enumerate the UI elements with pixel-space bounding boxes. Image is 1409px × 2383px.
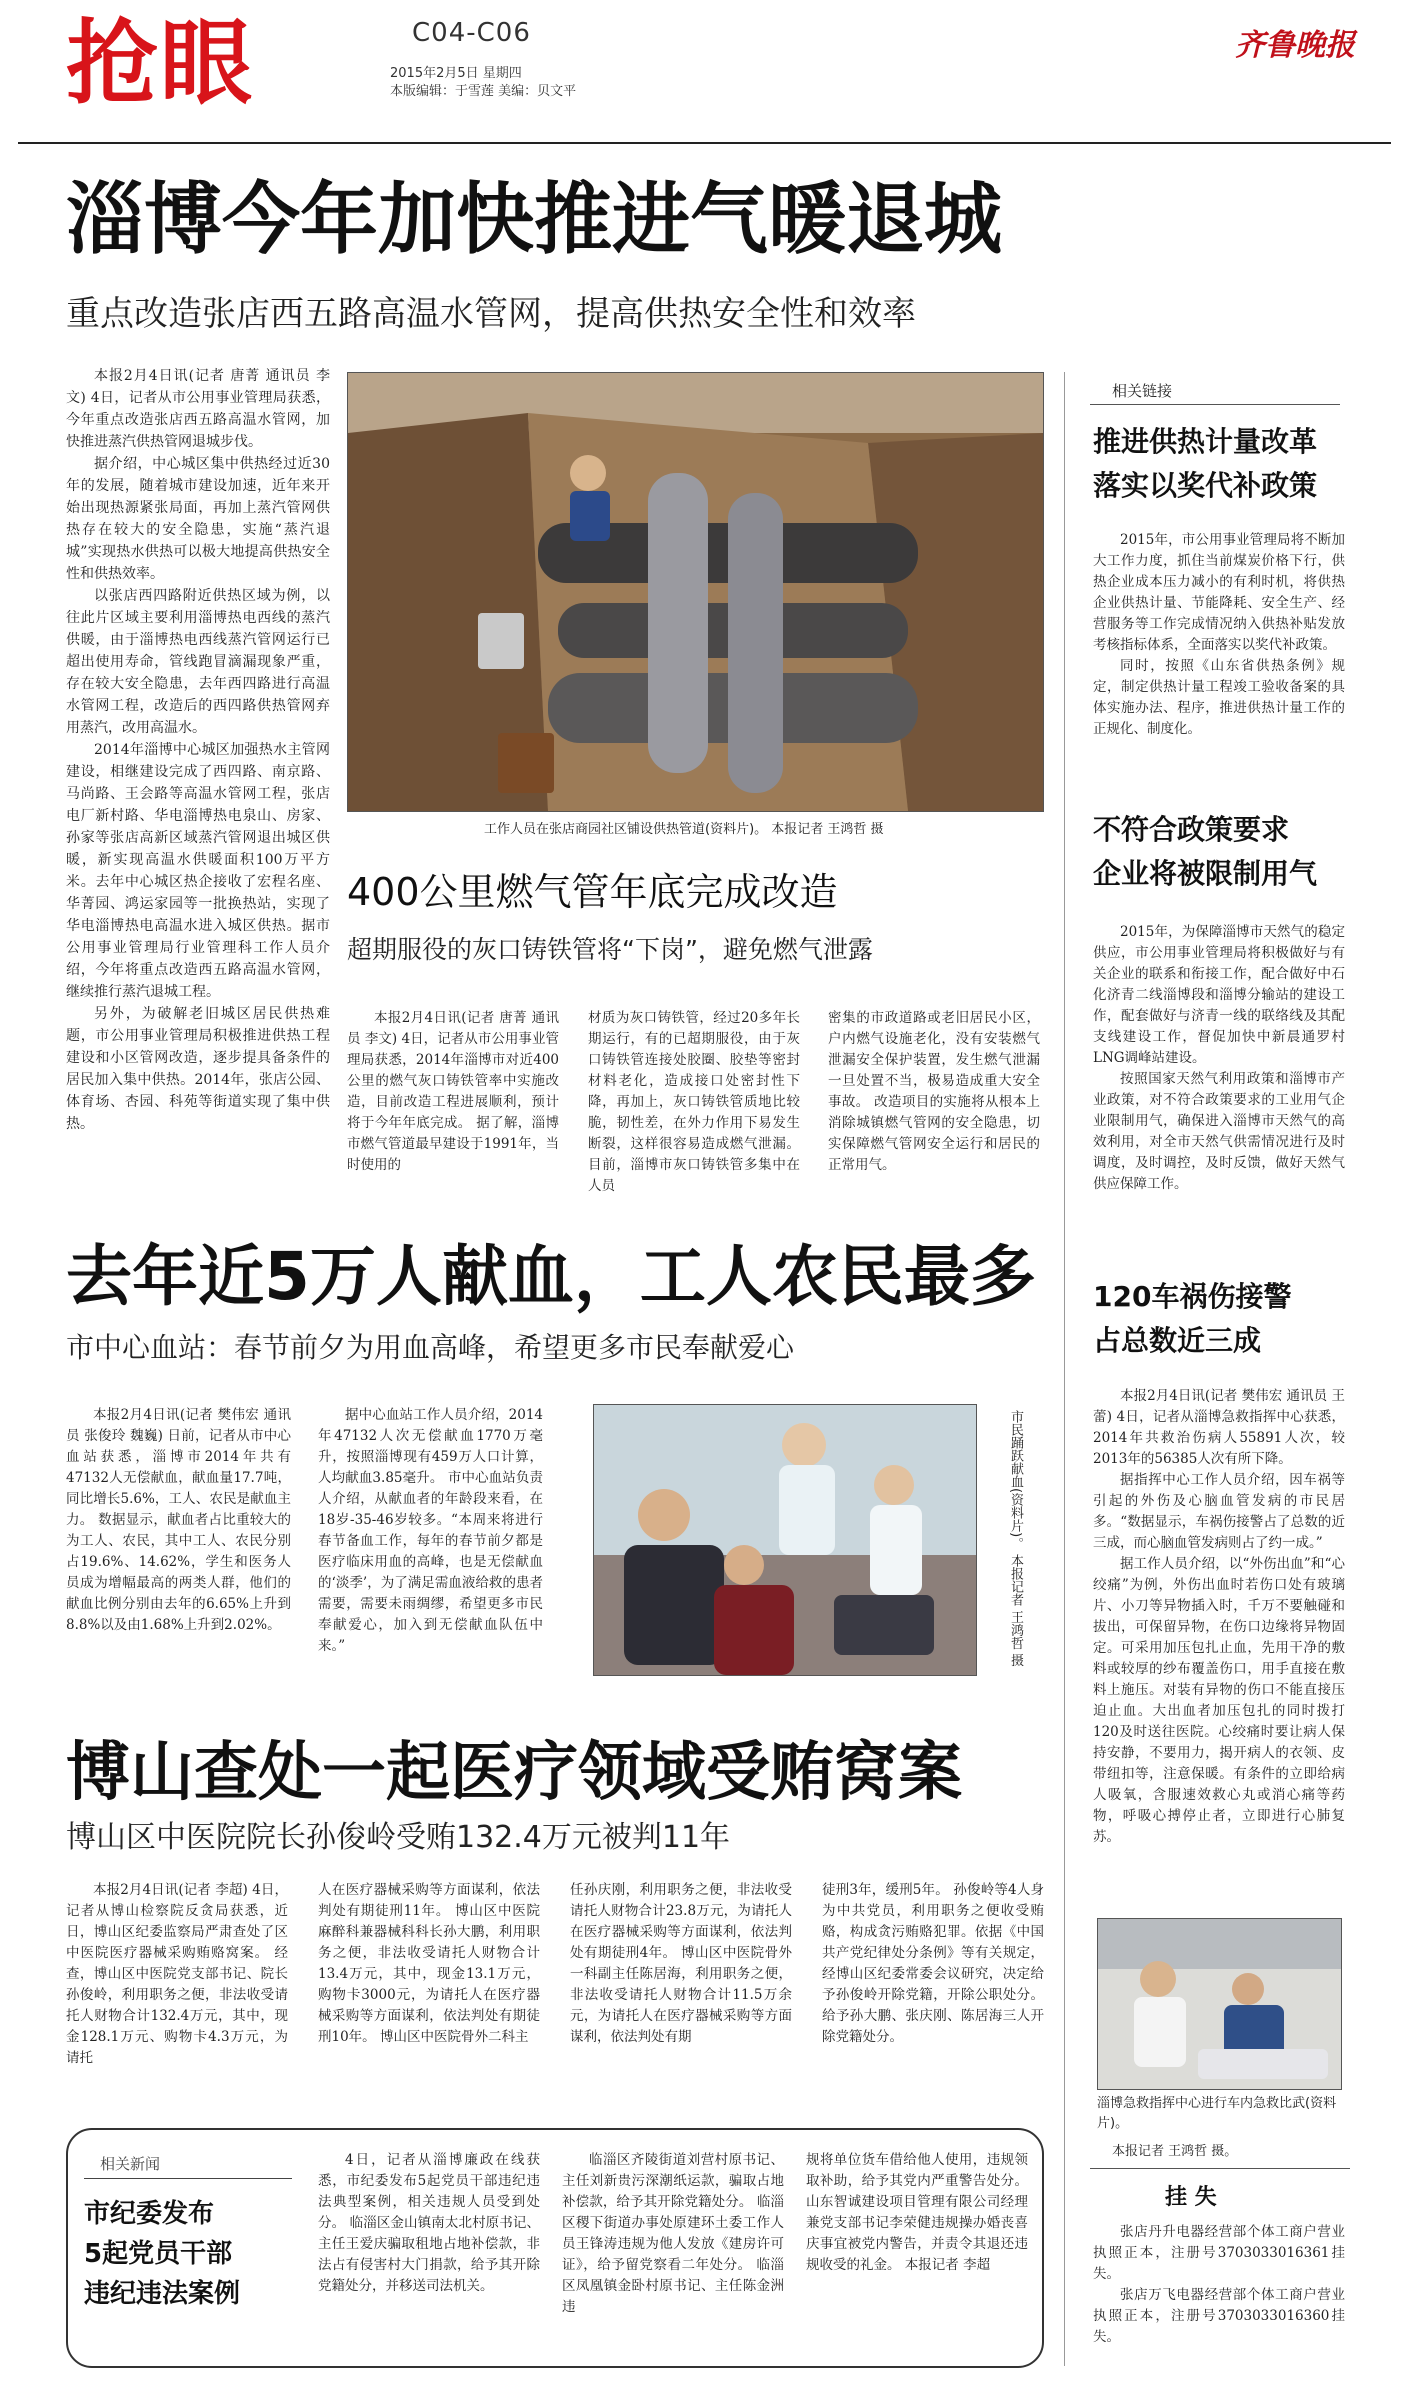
ambulance-photo-caption: 淄博急救指挥中心进行车内急救比武(资料片)。: [1097, 2096, 1337, 2131]
blood-paragraph: 本报2月4日讯(记者 樊伟宏 通讯员 张俊玲 魏巍) 日前，记者从市中心血站获悉，淄博市2014年共有47132人无偿献血，献血量17.7吨，同比增长5.6%，工人、农民是献血主力。 数据显示，献血者占比重较大的为工人、农民，其中工人、农民分别占19.6%、14.62%，学生和医务人员成为增幅最高的两类人群，他们的献血比例分别由去年的6.65%上升到8.8%以及由1.68%上升到2.02%。: [66, 1407, 291, 1633]
related-news-label: 相关新闻: [100, 2155, 161, 2173]
discipline-column-2: [562, 2150, 784, 2350]
bribery-paragraph: 任孙庆刚，利用职务之便，非法收受请托人财物合计23.8万元，为请托人在医疗器械采购等方面谋利，依法判处有期徒刑4年。 博山区中医院骨外一科副主任陈居海，利用职务之便，非法收受请托人财物合计11.5万余元，为请托人在医疗器械采购等方面谋利，依法判处有期: [570, 1882, 792, 2045]
gas-paragraph: 材质为灰口铸铁管，经过20多年长期运行，有的已超期服役，由于灰口铸铁管连接处胶圈、胶垫等密封材料老化，造成接口处密封性下降，再加上，灰口铸铁管质地比较脆，韧性差，在外力作用下易发生断裂，这样很容易造成燃气泄漏。目前，淄博市灰口铸铁管多集中在人员: [588, 1010, 800, 1194]
lost-notice-item: 张店丹升电器经营部个体工商户营业执照正本，注册号370303301636​1挂失。: [1093, 2224, 1345, 2282]
heat-metering-title: [1093, 420, 1353, 508]
sidebar-divider: [1064, 372, 1065, 2366]
gas-restriction-title: [1093, 808, 1353, 896]
accident-body: [1093, 1386, 1345, 1910]
gas-column-2: [588, 1008, 800, 1213]
gas-column-3: [828, 1008, 1040, 1213]
blood-photo-caption: 市民踊跃献血(资料片)。 本报记者 王鸿哲 摄: [1008, 1410, 1023, 1667]
bribery-headline: 博山查处一起医疗领域受贿窝案: [66, 1736, 962, 1810]
lead-subhead: 重点改造张店西五路高温水管网，提高供热安全性和效率: [66, 294, 916, 334]
lead-paragraph: 2014年淄博中心城区加强热水主管网建设，相继建设完成了西四路、南京路、马尚路、王会路等高温水管网工程，张店电厂新村路、华电淄博热电泉山、房家、孙家等张店高新区域蒸汽管网退出城区供暖，新实现高温水供暖面积100万平方米。去年中心城区热企接收了宏程名座、华菁园、鸿运家园等一批换热站，实现了华电淄博热电高温水进入城区供热。据市公用事业管理局行业管理科工作人员介绍，今年将重点改造西五路高温水管网，继续推行蒸汽退城工程。: [66, 742, 330, 1000]
related-news-rule: [84, 2178, 292, 2179]
bribery-column-1: [66, 1880, 288, 2070]
accident-paragraph: 据指挥中心工作人员介绍，因车祸等引起的外伤及心脑血管发病的市民居多。“数据显示，车祸伤接警占了总数的近三成，而心脑血管发病则占了约一成。”: [1093, 1472, 1345, 1551]
heat-paragraph: 同时，按照《山东省供热条例》规定，制定供热计量工程竣工验收备案的具体实施办法、程序，推进供热计量工作的正规化、制度化。: [1093, 658, 1345, 737]
related-links-label: 相关链接: [1112, 382, 1173, 400]
masthead-rule: [18, 142, 1391, 144]
discipline-title-line: 市纪委发布: [84, 2199, 215, 2229]
accident-paragraph: 据工作人员介绍，以“外伤出血”和“心绞痛”为例，外伤出血时若伤口处有玻璃片、小刀等异物插入时，千万不要触碰和拔出，可保留异物，在伤口边缘将异物固定。可采用加压包扎止血，先用干净的敷料或较厚的纱布覆盖伤口，用手直接在敷料上施压。对装有异物的伤口不能直接压迫止血。大出血者加压包扎的同时拨打120及时送往医院。心绞痛时要让病人保持安静，不要用力，揭开病人的衣领、皮带纽扣等，注意保暖。有条件的立即给病人吸氧，含服速效救心丸或消心痛等药物，呼吸心搏停止者，立即进行心肺复苏。: [1093, 1556, 1345, 1845]
bribery-paragraph: 人在医疗器械采购等方面谋利，依法判处有期徒刑11年。 博山区中医院麻醉科兼器械科科长孙大鹏，利用职务之便，非法收受请托人财物合计13.4万元，其中，现金13.1万元，购物卡3000元，为请托人在医疗器械采购等方面谋利，依法判处有期徒刑10年。 博山区中医院骨外二科主: [318, 1882, 540, 2045]
ambulance-photo-art: [1098, 1919, 1341, 2089]
blood-subhead: 市中心血站：春节前夕为用血高峰，希望更多市民奉献爱心: [66, 1331, 795, 1364]
ambulance-photo: [1097, 1918, 1342, 2090]
discipline-paragraph: 规将单位货车借给他人使用，违规领取补助，给予其党内严重警告处分。 山东智诚建设项目管理有限公司经理兼党支部书记李荣健违规操办婚丧喜庆事宜被党内警告，并责令其退还违规收受的礼金。 本报记者 李超: [806, 2152, 1028, 2273]
gas-title-line: 企业将被限制用气: [1093, 857, 1318, 890]
accident-paragraph: 本报2月4日讯(记者 樊伟宏 通讯员 王蕾) 4日，记者从淄博急救指挥中心获悉，2014年共救治伤病人55891人次，较2013年的56385人次有所下降。: [1093, 1388, 1345, 1467]
lead-paragraph: 以张店西四路附近供热区域为例，以往此片区域主要利用淄博热电西线的蒸汽供暖，由于淄博热电西线蒸汽管网运行已超出使用寿命，管线跑冒滴漏现象严重，存在较大安全隐患，去年西四路进行高温水管网工程，改造后的西四路供热管网弃用蒸汽，改用高温水。: [66, 588, 330, 736]
accident-title: [1093, 1275, 1353, 1363]
blood-photo-art: [594, 1405, 976, 1675]
lost-notice-title: 挂 失: [1165, 2185, 1217, 2210]
bribery-paragraph: 本报2月4日讯(记者 李超) 4日，记者从博山检察院反贪局获悉，近日，博山区纪委监察局严肃查处了区中医院医疗器械采购贿赂窝案。 经查，博山区中医院党支部书记、院长孙俊岭，利用职务之便，非法收受请托人财物合计132.4万元，其中，现金128.1万元、购物卡4.3万元，为请托: [66, 1882, 288, 2066]
blood-paragraph: 据中心血站工作人员介绍，2014年47132人次无偿献血1770万毫升，按照淄博现有459万人口计算，人均献血3.85毫升。 市中心血站负责人介绍，从献血者的年龄段来看，在18岁-35-46岁较多。“本周来将进行春节备血工作，每年的春节前夕都是医疗临床用血的高峰，也是无偿献血的‘淡季’，为了满足需血液给救的患者需要，需要未雨绸缪，希望更多市民奉献爱心，加入到无偿献血队伍中来。”: [318, 1407, 543, 1654]
issue-date: 2015年2月5日 星期四: [390, 66, 522, 81]
gas-subhead: 超期服役的灰口铸铁管将“下岗”，避免燃气泄露: [347, 935, 873, 964]
gas-restriction-paragraph: 2015年，为保障淄博市天然气的稳定供应，市公用事业管理局将积极做好与有关企业的联系和衔接工作，配合做好中石化济青二线淄博段和淄博分输站的建设工作，配套做好与济青一线的联络线及其配支线建设工作，督促加快中新晨通罗村LNG调峰站建设。: [1093, 924, 1345, 1066]
bribery-paragraph: 徒刑3年，缓刑5年。 孙俊岭等4人身为中共党员，利用职务之便收受贿赂，构成贪污贿赂犯罪。依据《中国共产党纪律处分条例》等有关规定，经博山区纪委常委会议研究，决定给予孙俊岭开除党籍，开除公职处分。给予孙大鹏、张庆刚、陈居海三人开除党籍处分。: [822, 1882, 1044, 2045]
lead-paragraph: 本报2月4日讯(记者 唐菁 通讯员 李文) 4日，记者从市公用事业管理局获悉，今年重点改造张店西五路高温水管网，加快推进蒸汽供热管网退城步伐。: [66, 368, 330, 450]
lost-notice-body: [1093, 2222, 1345, 2372]
accident-title-line: 120车祸伤接警: [1093, 1280, 1292, 1313]
discipline-title: [84, 2194, 294, 2314]
gas-restriction-paragraph: 按照国家天然气利用政策和淄博市产业政策，对不符合政策要求的工业用气企业限制用气，确保进入淄博市天然气的高效利用，对全市天然气供需情况进行及时调度，及时调控，及时反馈，做好天然气供应保障工作。: [1093, 1071, 1345, 1192]
gas-restriction-body: [1093, 922, 1345, 1262]
gas-headline: 400公里燃气管年底完成改造: [347, 870, 838, 914]
pipeline-photo: [347, 372, 1044, 812]
blood-headline: 去年近5万人献血，工人农民最多: [66, 1238, 1036, 1315]
gas-paragraph: 本报2月4日讯(记者 唐菁 通讯员 李文) 4日，记者从市公用事业管理局获悉，2014年淄博市对近400公里的燃气灰口铸铁管率中实施改造，目前改造工程进展顺利，预计将于今年年底完成。 据了解，淄博市燃气管道最早建设于1991年，当时使用的: [347, 1010, 559, 1173]
section-logo: 抢眼: [66, 9, 255, 117]
related-links-rule: [1090, 404, 1340, 405]
heat-metering-body: [1093, 530, 1345, 770]
discipline-column-3: [806, 2150, 1028, 2350]
heat-title-line: 落实以奖代补政策: [1093, 469, 1318, 502]
lead-photo-caption: 工作人员在张店商园社区铺设供热管道(资料片)。 本报记者 王鸿哲 摄: [484, 822, 884, 837]
lost-notice-rule: [1090, 2168, 1350, 2169]
lead-paragraph: 另外，为破解老旧城区居民供热难题，市公用事业管理局积极推进供热工程建设和小区管网改造，逐步提具备条件的居民加入集中供热。2014年，张店公园、体育场、杏园、科苑等街道实现了集中供热。: [66, 1006, 330, 1132]
gas-paragraph: 密集的市政道路或老旧居民小区，户内燃气设施老化，没有安装燃气泄漏安全保护装置，发生燃气泄漏一旦处置不当，极易造成重大安全事故。 改造项目的实施将从根本上消除城镇燃气管网的安全隐患，切实保障燃气管网安全运行和居民的正常用气。: [828, 1010, 1040, 1173]
discipline-title-line: 违纪违法案例: [84, 2279, 241, 2309]
lead-paragraph: 据介绍，中心城区集中供热经过近30年的发展，随着城市建设加速，近年来开始出现热源紧张局面，再加上蒸汽管网供热存在较大的安全隐患，实施“蒸汽退城”实现热水供热可以极大地提高供热安全性和供热效率。: [66, 456, 330, 582]
pipeline-photo-art: [348, 373, 1043, 811]
bribery-column-2: [318, 1880, 540, 2070]
bribery-column-4: [822, 1880, 1044, 2070]
discipline-paragraph: 4日，记者从淄博廉政在线获悉，市纪委发布5起党员干部违纪违法典型案例，相关违规人员受到处分。 临淄区金山镇南太北村原书记、主任王爱庆骗取租地占地补偿款，非法占有侵害村大门捐款，给予其开除党籍处分，并移送司法机关。: [318, 2152, 540, 2294]
page-range: C04-C06: [412, 18, 531, 48]
bribery-column-3: [570, 1880, 792, 2070]
blood-donation-photo: [593, 1404, 977, 1676]
heat-paragraph: 2015年，市公用事业管理局将不断加大工作力度，抓住当前煤炭价格下行，供热企业成本压力减小的有利时机，将供热企业供热计量、节能降耗、安全生产、经营服务等工作完成情况纳入供热补贴发放考核指标体系，全面落实以奖代补政策。: [1093, 532, 1345, 653]
editors-line: 本版编辑：于雪莲 美编：贝文平: [390, 84, 577, 99]
discipline-column-1: [318, 2150, 540, 2350]
lost-notice-item: 张店万飞电器经营部个体工商户营业执照正本，注册号370303301636​0挂失。: [1093, 2287, 1345, 2345]
discipline-paragraph: 临淄区齐陵街道刘营村原书记、主任刘新贵污深潮纸运款，骗取占地补偿款，给予其开除党籍处分。 临淄区稷下街道办事处原建环土委工作人员王锋涛违规为他人发放《建房许可证》，给予留党察看二年处分。 临淄区凤凰镇金卧村原书记、主任陈金洲违: [562, 2152, 784, 2315]
gas-column-1: [347, 1008, 559, 1213]
heat-title-line: 推进供热计量改革: [1093, 425, 1318, 458]
gas-title-line: 不符合政策要求: [1093, 813, 1290, 846]
ambulance-photo-credit: 本报记者 王鸿哲 摄。: [1112, 2144, 1238, 2159]
newspaper-name: 齐鲁晚报: [1235, 28, 1355, 63]
blood-column-2: [318, 1405, 543, 1680]
discipline-title-line: 5起党员干部: [84, 2239, 233, 2269]
blood-column-1: [66, 1405, 291, 1680]
lead-body: [66, 365, 330, 1193]
bribery-subhead: 博山区中医院院长孙俊岭受贿132.4万元被判11年: [66, 1820, 731, 1855]
lead-headline: 淄博今年加快推进气暖退城: [66, 175, 1003, 265]
accident-title-line: 占总数近三成: [1093, 1324, 1262, 1357]
